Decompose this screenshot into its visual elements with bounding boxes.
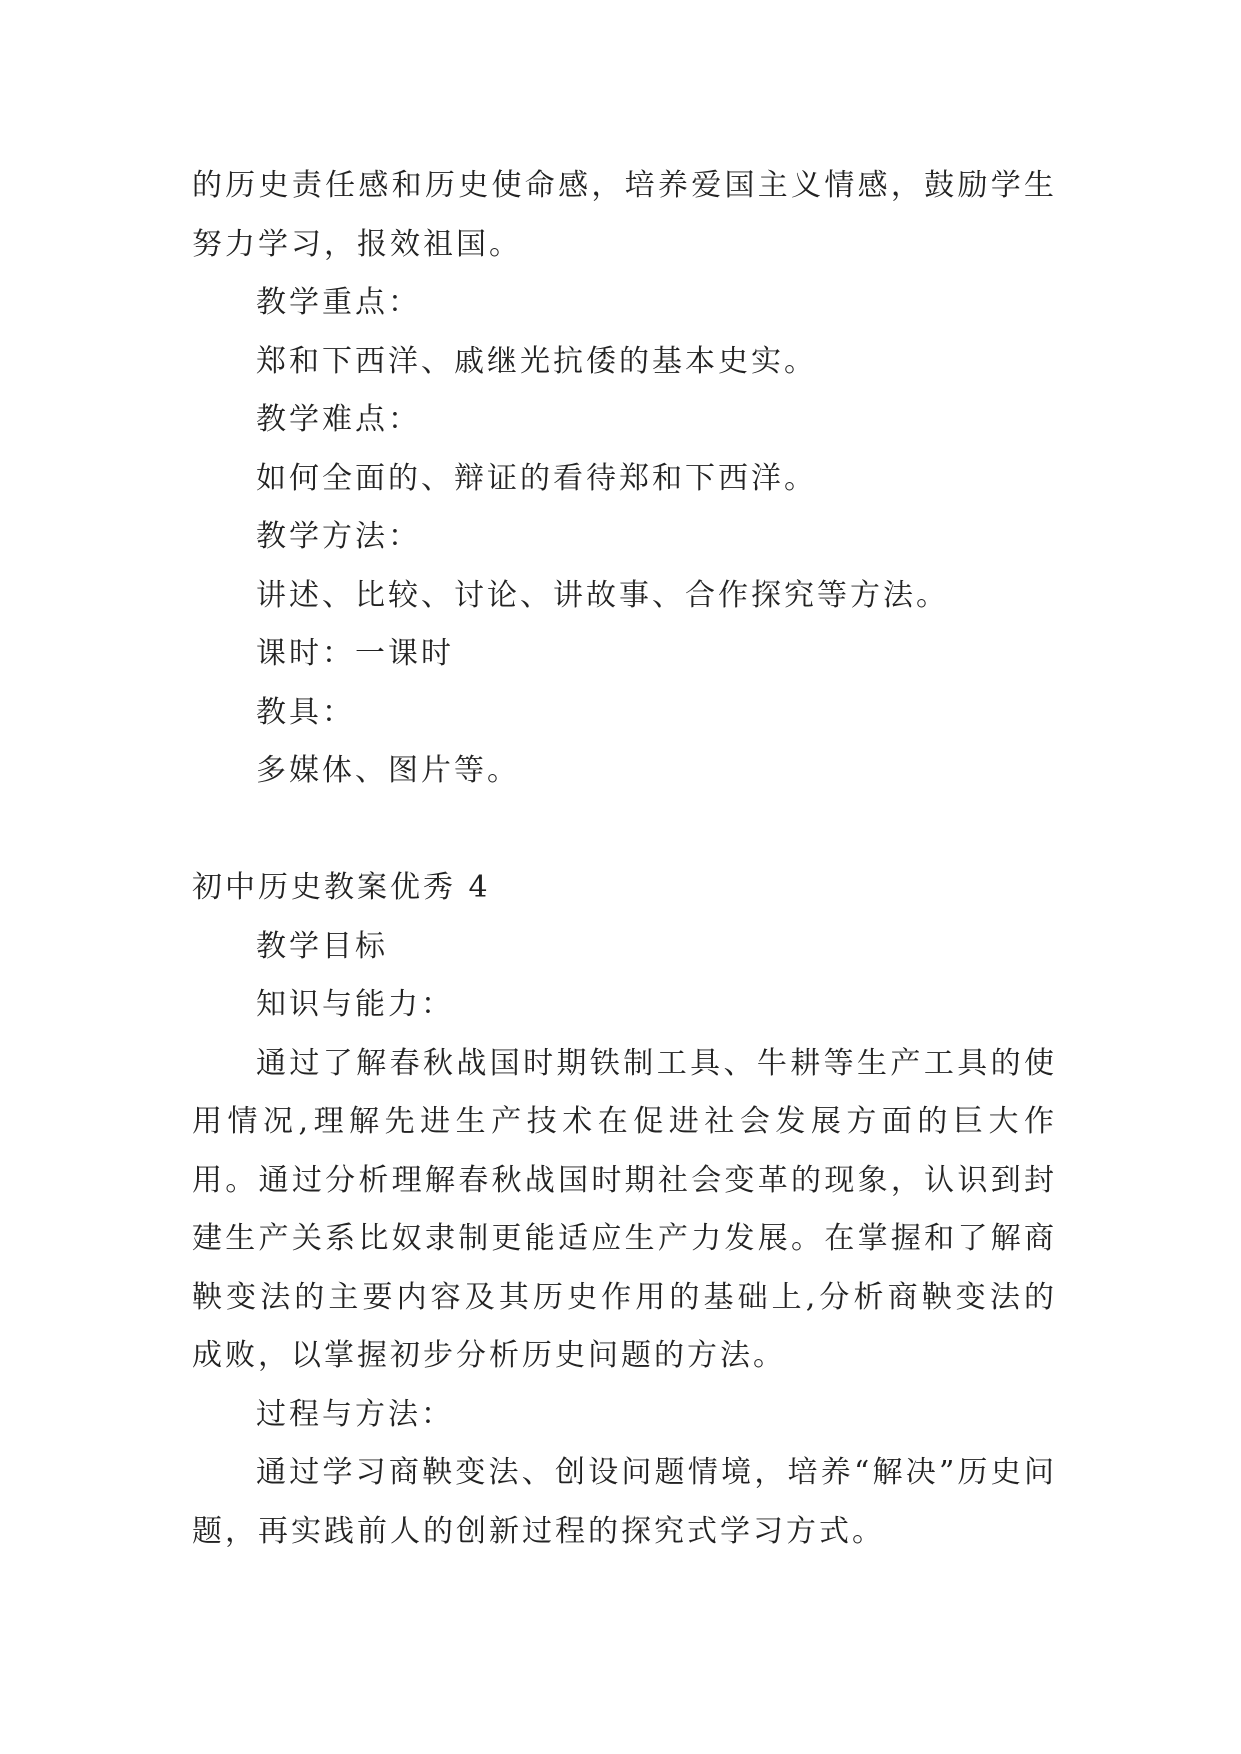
section-title: 初中历史教案优秀 4	[192, 870, 491, 905]
objectives-heading: 教学目标	[256, 928, 388, 964]
tools-heading: 教具：	[256, 694, 355, 730]
methods-text: 讲述、比较、讨论、讲故事、合作探究等方法。	[256, 577, 949, 613]
knowledge-heading: 知识与能力：	[256, 987, 454, 1022]
knowledge-paragraph: 通过了解春秋战国时期铁制工具、牛耕等生产工具的使用情况,理解先进生产技术在促进社会发展方面的巨大作用。通过分析理解春秋战国时期社会变革的现象，认识到封建生产关系比奴隶制更能适应生产力发展。在掌握和了解商鞅变法的主要内容及其历史作用的基础上,分析商鞅变法的成败，以掌握初步分析历史问题的方法。	[192, 1045, 1057, 1373]
class-hours-text: 课时：一课时	[256, 636, 454, 671]
document-body	[192, 157, 1057, 1561]
intro-paragraph: 的历史责任感和历史使命感，培养爱国主义情感，鼓励学生努力学习，报效祖国。	[192, 168, 1057, 262]
methods-heading: 教学方法：	[256, 519, 421, 554]
difficulties-heading: 教学难点：	[256, 402, 421, 437]
section-gap	[192, 801, 1057, 860]
key-points-text: 郑和下西洋、戚继光抗倭的基本史实。	[256, 343, 817, 379]
key-points-heading: 教学重点：	[256, 285, 421, 320]
difficulties-text: 如何全面的、辩证的看待郑和下西洋。	[256, 460, 817, 496]
process-paragraph: 通过学习商鞅变法、创设问题情境，培养“解决”历史问题，再实践前人的创新过程的探究式学习方式。	[192, 1455, 1057, 1549]
process-heading: 过程与方法：	[256, 1396, 454, 1432]
tools-text: 多媒体、图片等。	[256, 753, 520, 788]
